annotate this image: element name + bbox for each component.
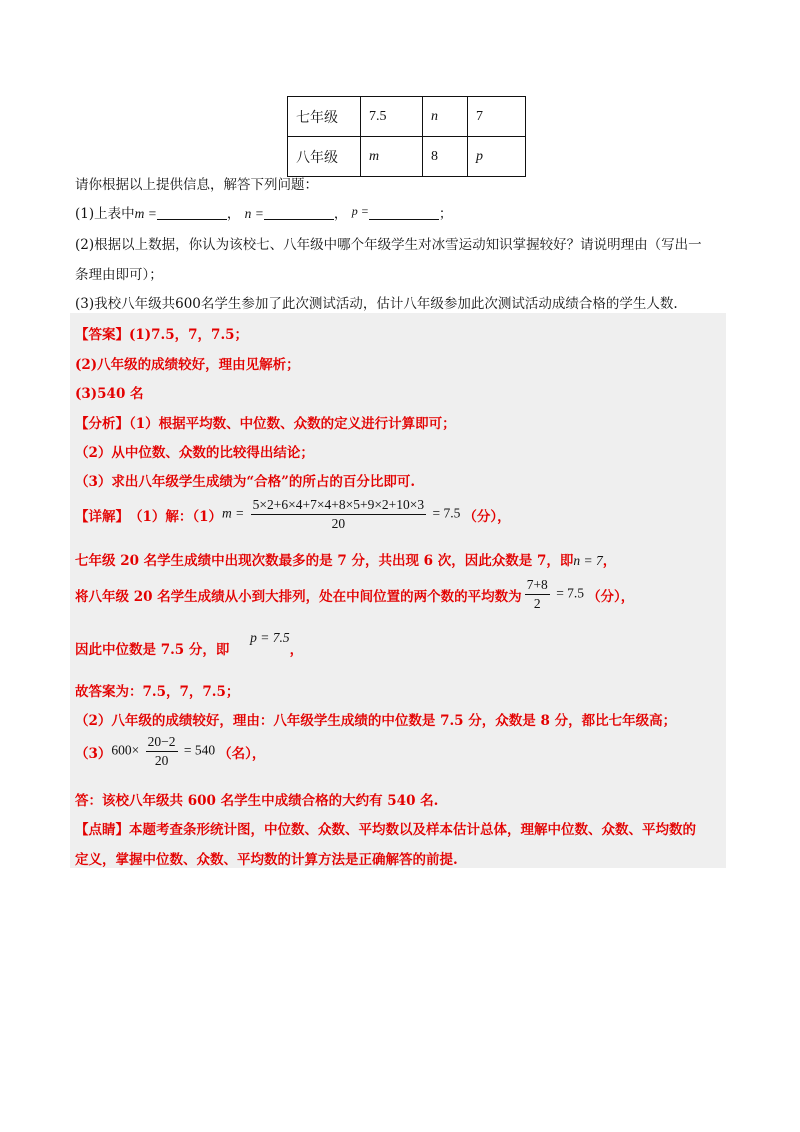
- detail-line-2: [75, 549, 616, 569]
- answer-2: (2)八年级的成绩较好，理由见解析；: [75, 357, 300, 373]
- formula-inline: p = 7.5: [250, 630, 290, 645]
- q1-p-label: p =: [351, 204, 369, 218]
- analysis-line-2: （2）从中位数、众数的比较得出结论；: [75, 445, 314, 461]
- q1-p-blank: [369, 205, 439, 220]
- formula-inline: n = 7: [573, 553, 603, 568]
- detail-text: （3）: [75, 745, 112, 762]
- fraction-denominator: 20: [154, 753, 169, 768]
- analysis-line-3: （3）求出八年级学生成绩为“合格”的所占的百分比即可.: [75, 474, 416, 490]
- statistics-table: [287, 96, 526, 177]
- analysis-line-1: [75, 412, 456, 432]
- formula-rhs: = 7.5: [432, 505, 461, 521]
- questions-intro: 请你根据以上提供信息，解答下列问题：: [75, 177, 318, 193]
- detail-line-7: [75, 735, 265, 768]
- question-2-line1: (2)根据以上数据，你认为该校七、八年级中哪个年级学生对冰雪运动知识掌握较好？请说明理由（写出一: [75, 237, 702, 253]
- q1-end: ；: [438, 206, 453, 222]
- comment-text: 本题考查条形统计图，中位数、众数、平均数以及样本估计总体，理解中位数、众数、平均数的: [129, 822, 696, 838]
- fraction-denominator: 20: [331, 516, 346, 531]
- analysis-label: 【分析】: [75, 416, 129, 432]
- table-cell: 八年级: [288, 137, 361, 177]
- table-cell: n: [423, 97, 468, 137]
- table-row: [288, 97, 526, 137]
- fraction-numerator: 20−2: [146, 735, 178, 752]
- q1-prefix: (1)上表中: [75, 206, 135, 222]
- answer-label: 【答案】: [75, 327, 129, 343]
- answer-line-1: [75, 323, 248, 343]
- fraction: [146, 735, 178, 768]
- table-cell: 8: [423, 137, 468, 177]
- q1-n-label: n =: [244, 206, 264, 221]
- table-cell: p: [468, 137, 526, 177]
- question-2-line2: 条理由即可）；: [75, 267, 163, 283]
- formula-lhs: m =: [222, 505, 245, 521]
- question-1: [75, 202, 452, 222]
- analysis-text: （1）根据平均数、中位数、众数的定义进行计算即可；: [129, 416, 456, 432]
- unit-text: （分），: [587, 588, 635, 605]
- q1-sep: ，: [333, 206, 348, 222]
- unit-text: （分），: [463, 508, 511, 525]
- detail-line-4: [75, 630, 304, 658]
- table-cell: m: [361, 137, 423, 177]
- detail-text: 七年级 20 名学生成绩中出现次数最多的是 7 分，共出现 6 次，因此众数是 7，即: [75, 553, 574, 569]
- fraction-numerator: 7+8: [525, 578, 550, 595]
- detail-text: （1）解：（1）: [129, 508, 223, 525]
- q1-m-blank: [157, 205, 227, 220]
- table-row: [288, 137, 526, 177]
- detail-line-5: 故答案为：7.5，7，7.5；: [75, 684, 240, 700]
- detail-line-1: [75, 498, 511, 531]
- question-3: (3)我校八年级共600名学生参加了此次测试活动，估计八年级参加此次测试活动成绩合格的学生人数.: [75, 296, 678, 312]
- q1-n-blank: [264, 205, 334, 220]
- detail-line-8: 答：该校八年级共 600 名学生中成绩合格的大约有 540 名.: [75, 793, 439, 809]
- detail-label: 【详解】: [75, 508, 129, 525]
- formula-estimate: [111, 735, 215, 768]
- answer-1: (1)7.5，7，7.5；: [129, 327, 249, 343]
- comment-label: 【点睛】: [75, 822, 129, 838]
- comment-line-1: [75, 818, 696, 838]
- fraction-denominator: 2: [533, 596, 541, 611]
- formula-median: [522, 578, 584, 611]
- table-cell: 7.5: [361, 97, 423, 137]
- formula-lhs: 600×: [111, 742, 140, 758]
- table-cell: 7: [468, 97, 526, 137]
- formula-rhs: = 7.5: [556, 585, 585, 601]
- q1-m-label: m =: [134, 206, 157, 221]
- answer-3: (3)540 名: [75, 386, 144, 402]
- table-cell: 七年级: [288, 97, 361, 137]
- q1-sep: ，: [226, 206, 241, 222]
- detail-text: ，: [289, 642, 304, 658]
- detail-text: 因此中位数是 7.5 分，即: [75, 642, 230, 658]
- formula-mean: [222, 498, 460, 531]
- fraction: [525, 578, 550, 611]
- fraction-numerator: 5×2+6×4+7×4+8×5+9×2+10×3: [251, 498, 427, 515]
- detail-text: ，: [602, 553, 617, 569]
- detail-line-3: [75, 578, 634, 611]
- unit-text: （名），: [218, 745, 266, 762]
- detail-line-6: （2）八年级的成绩较好，理由：八年级学生成绩的中位数是 7.5 分，众数是 8 分，都比七年级高；: [75, 713, 677, 729]
- fraction: [251, 498, 427, 531]
- comment-line-2: 定义，掌握中位数、众数、平均数的计算方法是正确解答的前提.: [75, 852, 458, 868]
- detail-text: 将八年级 20 名学生成绩从小到大排列，处在中间位置的两个数的平均数为: [75, 588, 522, 605]
- formula-rhs: = 540: [183, 742, 216, 758]
